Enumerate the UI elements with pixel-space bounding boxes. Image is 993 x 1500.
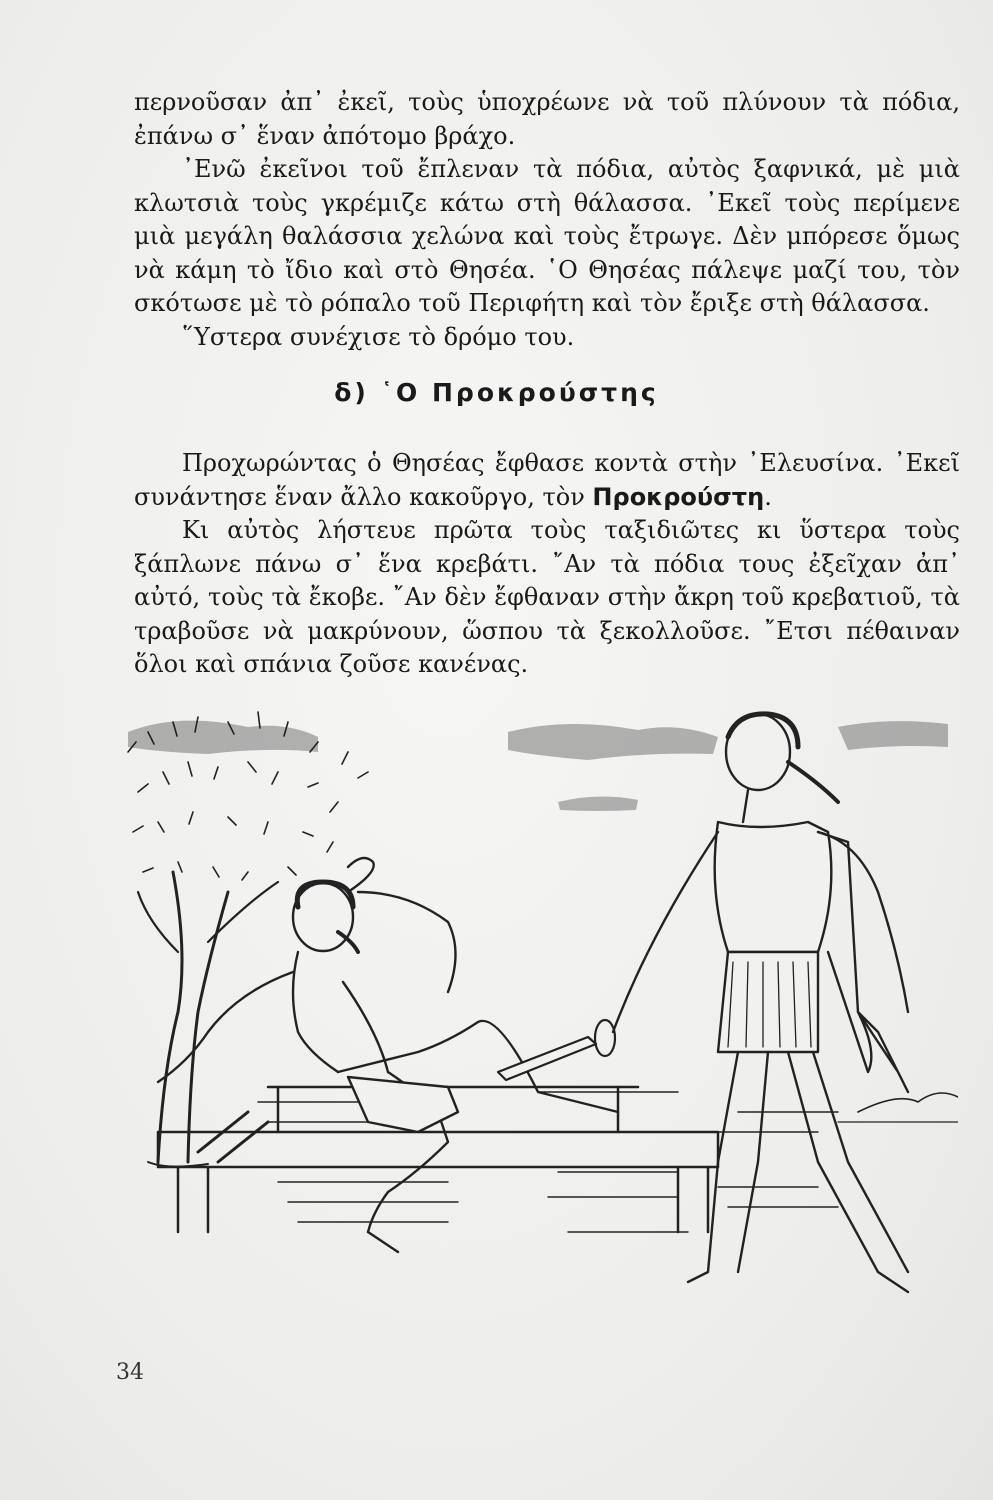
paragraph: περνοῦσαν ἀπ᾿ ἐκεῖ, τοὺς ὑποχρέωνε νὰ τοῦ πλύνουν τὰ πόδια, ἐπάνω σ᾿ ἕναν ἀπότομο βράχο. <box>134 88 960 150</box>
sea-lines <box>258 1092 838 1232</box>
paragraph-text: Προχωρώντας ὁ Θησέας ἔφθασε κοντὰ στὴν ᾿Ελευσίνα. ᾿Εκεῖ συνάντησε ἕναν ἄλλο κακοῦργο, τὸν <box>134 449 960 511</box>
illustration-theseus-procrustes <box>118 692 958 1322</box>
section-heading: δ) ῾Ο Προκρούστης <box>334 378 659 407</box>
paragraph: Κι αὐτὸς λήστευε πρῶτα τοὺς ταξιδιῶτες κι ὕστερα τοὺς ξάπλωνε πάνω σ᾿ ἕνα κρεβάτι. ῎Αν τὰ πόδια τους ἐξεῖχαν ἀπ᾿ αὐτό, τοὺς τὰ ἔκοβε. ῎Αν δὲν ἔφθαναν στὴν ἄκρη τοῦ κρεβατιοῦ, τὰ τραβοῦσε νὰ μακρύνουν, ὥσπου τὰ ξεκολλοῦσε. ῎Ετσι πέθαιναν ὅλοι καὶ σπάνια ζοῦσε κανένας. <box>134 516 960 678</box>
paragraph: ῞Υστερα συνέχισε τὸ δρόμο του. <box>182 322 575 351</box>
theseus-figure <box>613 714 908 1292</box>
text-block-top <box>134 86 960 354</box>
paragraph: ᾿Ενῶ ἐκεῖνοι τοῦ ἔπλεναν τὰ πόδια, αὐτὸς ξαφνικά, μὲ μιὰ κλωτσιὰ τοὺς γκρέμιζε κάτω στὴ θάλασσα. ᾿Εκεῖ τοὺς περίμενε μιὰ μεγάλη θαλάσσια χελώνα καὶ τοὺς ἔτρωγε. Δὲν μπόρεσε ὅμως νὰ κάμη τὸ ἴδιο καὶ στὸ Θησέα. ῾Ο Θησέας πάλεψε μαζί του, τὸν σκότωσε μὲ τὸ ρόπαλο τοῦ Περιφήτη καὶ τὸν ἔριξε στὴ θάλασσα. <box>134 155 960 317</box>
bold-name: Προκρούστη <box>592 482 765 511</box>
paragraph <box>134 447 960 514</box>
page-number: 34 <box>116 1360 144 1385</box>
text-block-bottom <box>134 447 960 682</box>
paragraph-text: . <box>764 482 772 511</box>
tree <box>128 712 368 1167</box>
hills <box>858 1093 958 1112</box>
